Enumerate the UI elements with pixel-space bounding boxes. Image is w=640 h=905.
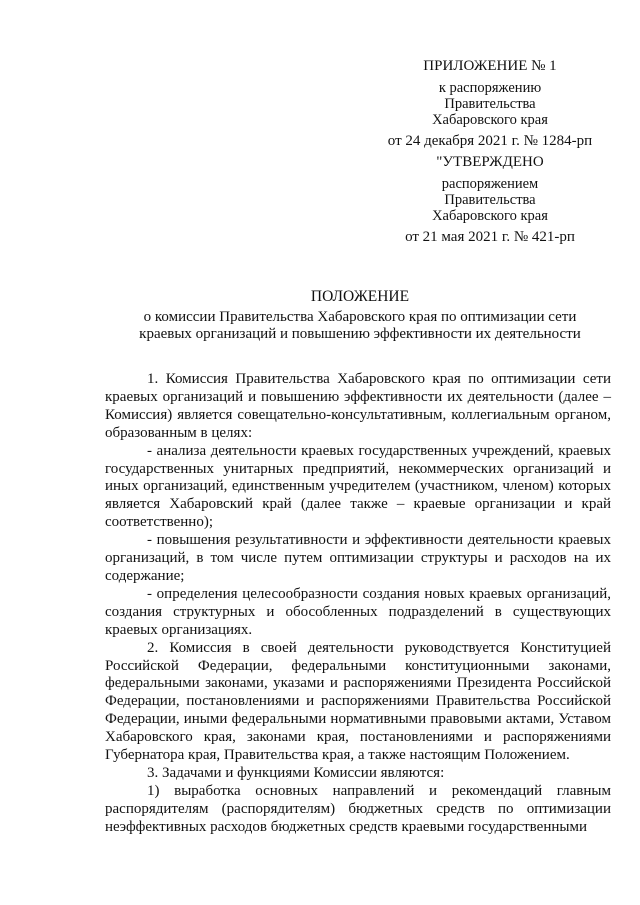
order-reference-date: от 24 декабря 2021 г. № 1284-рп — [387, 133, 593, 149]
document-subtitle: краевых организаций и повышению эффективности их деятельности — [139, 326, 581, 342]
approval-reference-line: распоряжением — [441, 176, 539, 192]
paragraph-1: 1. Комиссия Правительства Хабаровского края по оптимизации сети краевых организаций и повышению эффективности их деятельности (далее – Комиссия) является совещательно-консультативным, коллегиальным органом, образованным в целях: — [105, 371, 611, 441]
paragraph-bullet-analysis: - анализа деятельности краевых государственных учреждений, краевых государственных унитарных предприятий, некоммерческих организаций и иных организаций, единственным учредителем (участником, членом) которых является Хабаровский край (далее также – краевые организации и край соответственно); — [105, 442, 611, 531]
document-title-block — [90, 288, 630, 343]
paragraph-2: 2. Комиссия в своей деятельности руководствуется Конституцией Российской Федерации, федеральными конституционными законами, федеральными законами, указами и распоряжениями Президента Российской Федерации, постановлениями и распоряжениями Правительства Российской Федерации, иными федеральными нормативными правовыми актами, Уставом Хабаровского края, законами края, постановлениями и распоряжениями Губернатора края, Правительства края, а также настоящим Положением. — [105, 639, 611, 764]
approval-reference-line: Хабаровского края — [432, 208, 548, 224]
paragraph-3-item-1: 1) выработка основных направлений и рекомендаций главным распорядителям (распорядителям) бюджетных средств по оптимизации неэффективных расходов бюджетных средств краевыми государственными — [105, 782, 611, 835]
appendix-number: ПРИЛОЖЕНИЕ № 1 — [423, 58, 557, 74]
document-body — [105, 371, 611, 837]
approval-reference-date: от 21 мая 2021 г. № 421-рп — [405, 229, 575, 245]
order-reference-line: к распоряжению — [438, 80, 542, 96]
paragraph-bullet-efficiency: - повышения результативности и эффективности деятельности краевых организаций, в том числе путем оптимизации структуры и расходов на их содержание; — [105, 532, 611, 584]
document-subtitle: о комиссии Правительства Хабаровского края по оптимизации сети — [143, 309, 577, 325]
appendix-block — [380, 58, 600, 245]
document-heading: ПОЛОЖЕНИЕ — [310, 288, 410, 305]
paragraph-3: 3. Задачами и функциями Комиссии являются: — [147, 764, 445, 781]
paragraph-bullet-creation: - определения целесообразности создания новых краевых организаций, создания структурных и обособленных подразделений в существующих краевых организациях. — [105, 585, 611, 638]
order-reference-line: Правительства — [444, 96, 536, 112]
order-reference-line: Хабаровского края — [432, 112, 548, 128]
approval-reference-line: Правительства — [444, 192, 536, 208]
approved-label: "УТВЕРЖДЕНО — [436, 154, 544, 170]
